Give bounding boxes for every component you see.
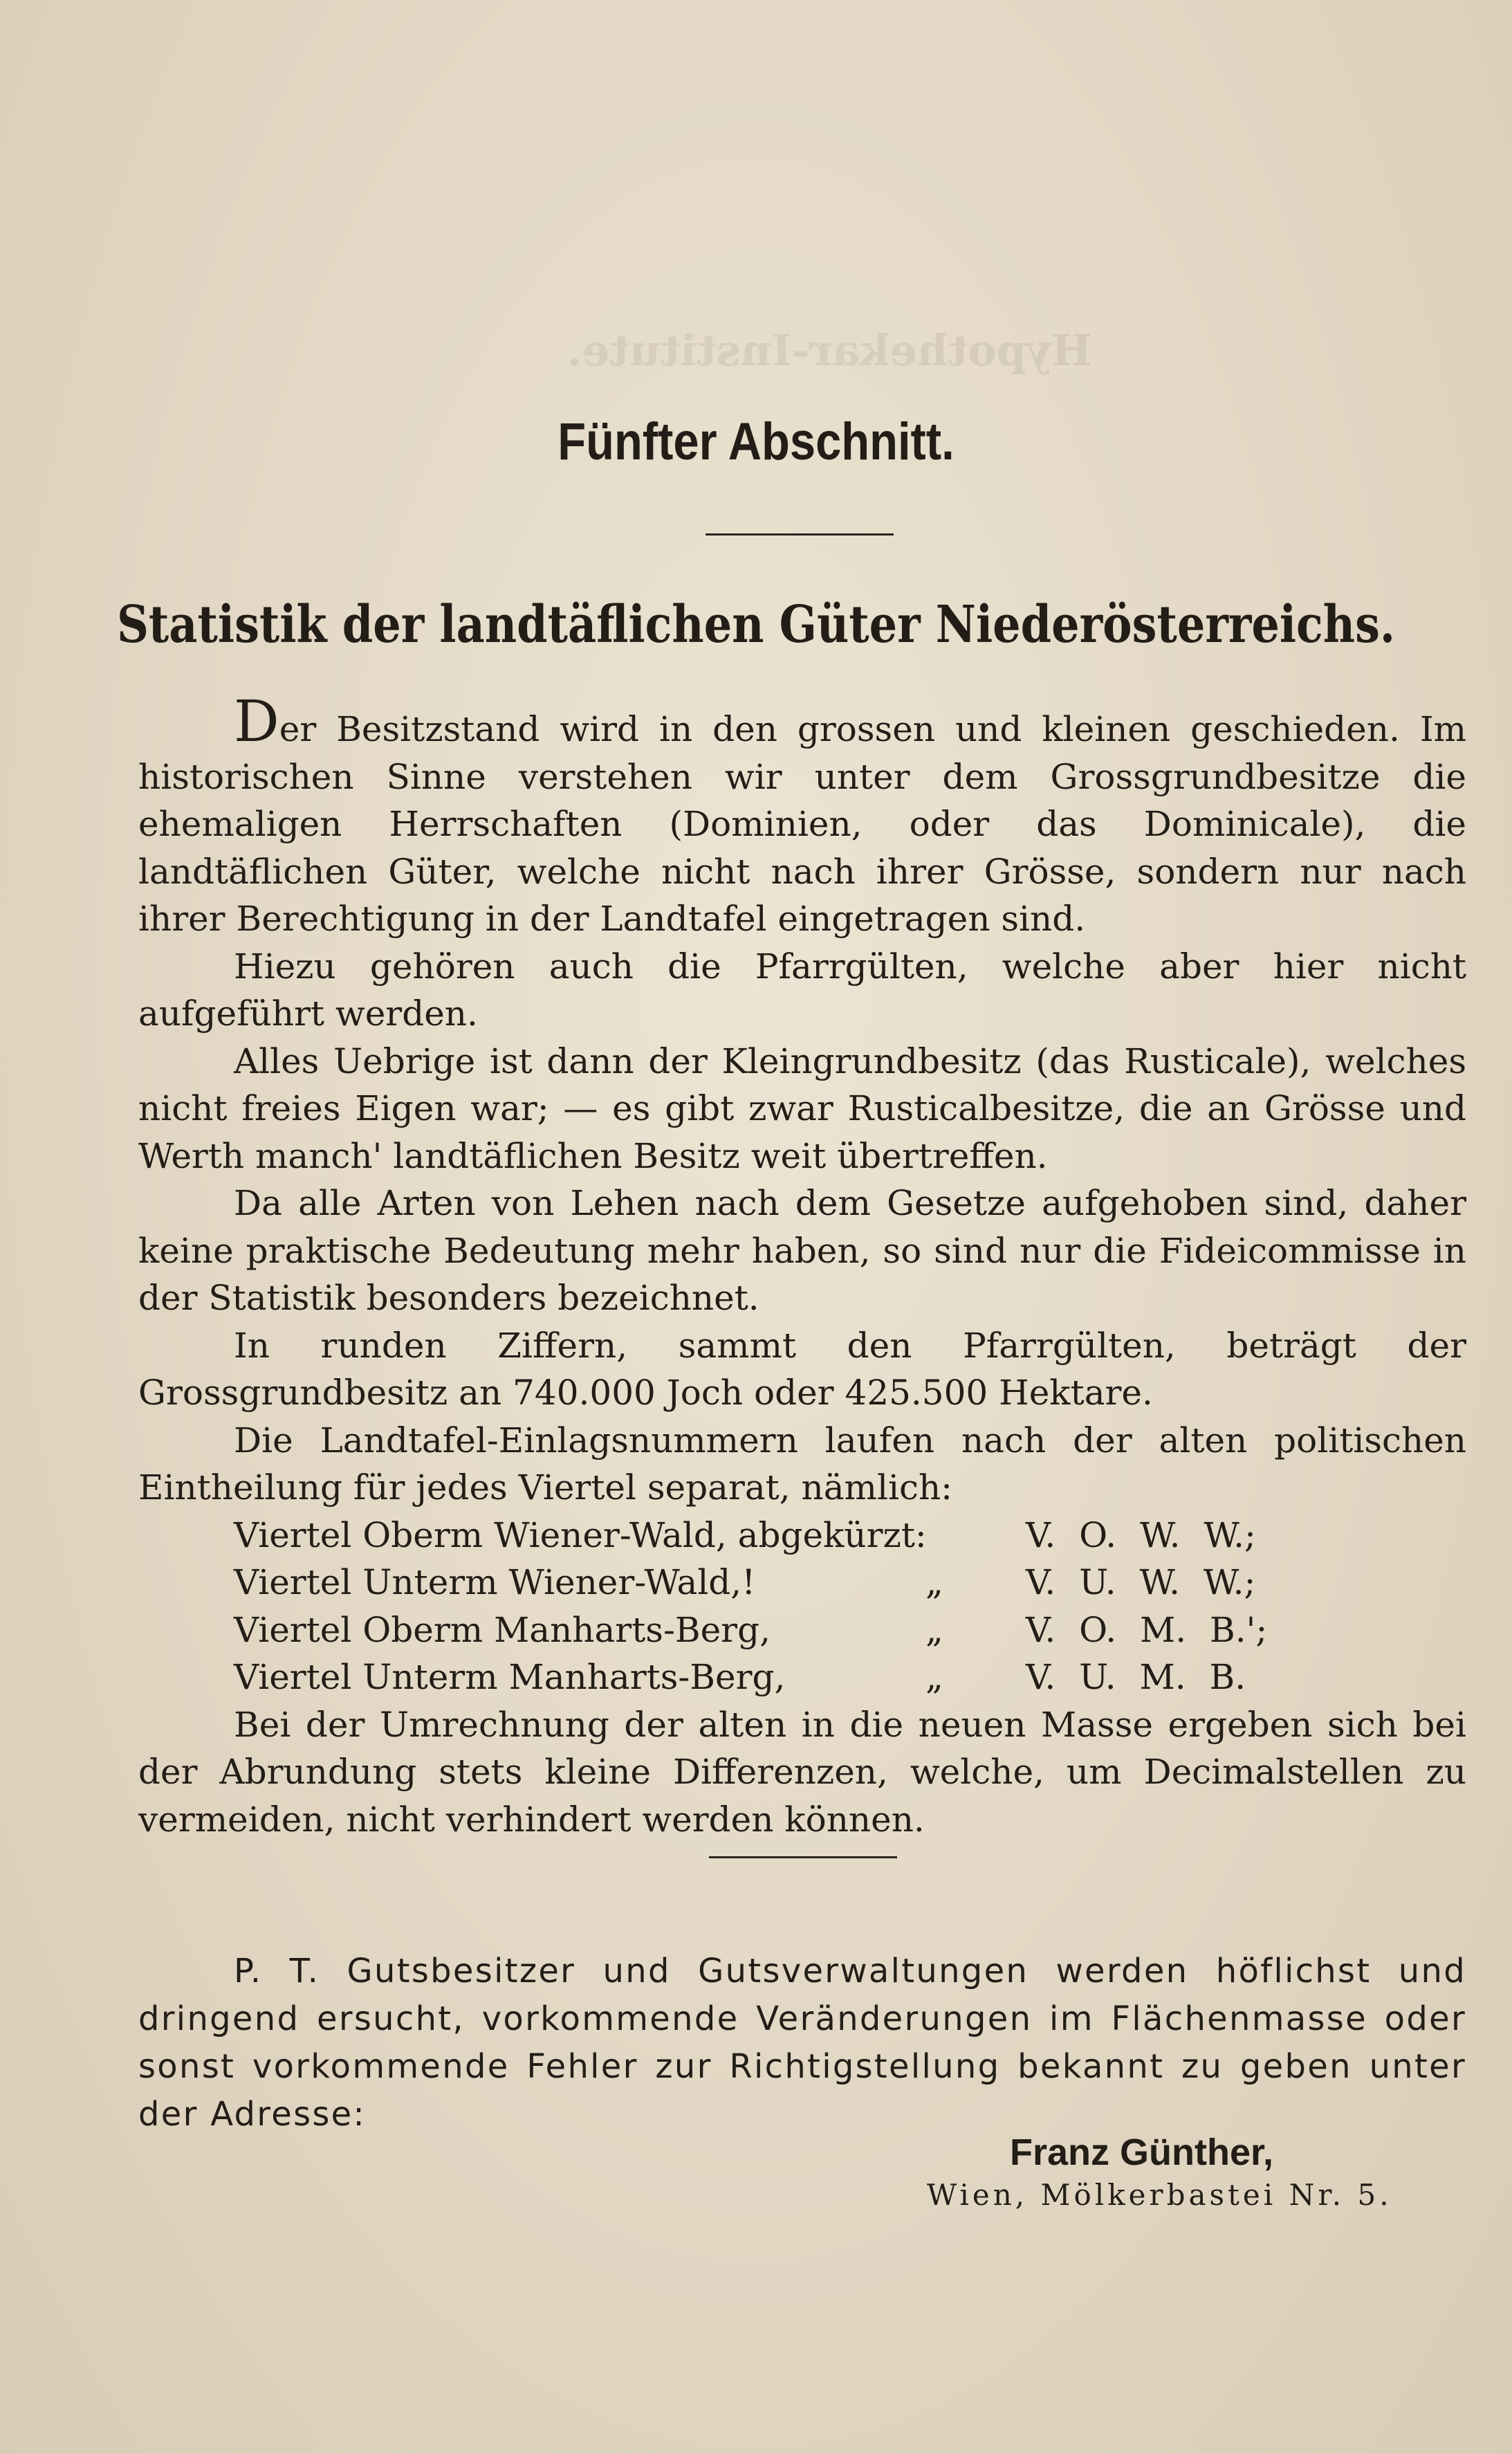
signer-address: Wien, Mölkerbastei Nr. 5. (927, 2178, 1392, 2212)
paragraph-3: Alles Uebrige ist dann der Kleingrundbesitz (das Rusticale), welches nicht freies Eigen war; — es gibt zwar Rusticalbesitze, die an Grösse und Werth manch' landtäflichen Besitz weit übertreffen. (138, 1041, 1466, 1176)
show-through-decoration: Hypothekar-Institute. (567, 325, 1092, 376)
quarter-name: Viertel Oberm Wiener-Wald, abgekürzt: (234, 1514, 927, 1555)
ditto-mark: „ (925, 1609, 943, 1650)
heading-divider (706, 533, 894, 535)
quarter-abbreviation: V. O. M. B.'; (1026, 1609, 1268, 1650)
page-title: Statistik der landtäflichen Güter Niederösterreichs. (116, 595, 1396, 654)
quarter-name: Viertel Oberm Manharts-Berg, (234, 1609, 771, 1650)
paragraph-1-text: er Besitzstand wird in den grossen und kleinen geschieden. Im historischen Sinne verstehen wir unter dem Grossgrundbesitze die ehemaligen Herrschaften (Dominien, oder das Dominicale), die landtäflichen Güter, welche nicht nach ihrer Grösse, sondern nur nach ihrer Berechtigung in der Landtafel eingetragen sind. (138, 709, 1466, 939)
section-divider (709, 1856, 897, 1858)
quarter-abbreviation: V. U. M. B. (1026, 1657, 1246, 1697)
quarter-abbreviation: V. U. W. W.; (1026, 1562, 1256, 1602)
quarter-abbreviation: V. O. W. W.; (1026, 1514, 1256, 1555)
paragraph-7: Bei der Umrechnung der alten in die neuen Masse ergeben sich bei der Abrundung stets kleine Differenzen, welche, um Decimalstellen zu vermeiden, nicht verhindert werden können. (138, 1704, 1466, 1840)
signer-name: Franz Günther, (1010, 2132, 1274, 2173)
drop-cap: D (234, 689, 279, 755)
section-heading: Fünfter Abschnitt. (557, 412, 955, 471)
paragraph-2: Hiezu gehören auch die Pfarrgülten, welche aber hier nicht aufgeführt werden. (138, 946, 1466, 1034)
quarter-name: Viertel Unterm Wiener-Wald,! (234, 1562, 756, 1602)
ditto-mark (925, 1512, 1026, 1559)
quarter-name: Viertel Unterm Manharts-Berg, (234, 1657, 786, 1697)
paragraph-1 (138, 689, 1466, 943)
paragraph-5: In runden Ziffern, sammt den Pfarrgülten, beträgt der Grossgrundbesitz an 740.000 Joch oder 425.500 Hektare. (138, 1325, 1466, 1413)
list-item (138, 1512, 1466, 1559)
paragraph-4: Da alle Arten von Lehen nach dem Gesetze aufgehoben sind, daher keine praktische Bedeutung mehr haben, so sind nur die Fideicommisse in der Statistik besonders bezeichnet. (138, 1183, 1466, 1318)
quarter-list (138, 1512, 1466, 1701)
ditto-mark: „ (925, 1562, 943, 1602)
notice-text: P. T. Gutsbesitzer und Gutsverwaltungen werden höflichst und dringend ersucht, vorkommende Veränderungen im Flächenmasse oder sonst vorkommende Fehler zur Richtigstellung bekannt zu geben unter der Adresse: (138, 1952, 1466, 2134)
list-item (138, 1559, 1466, 1606)
list-item (138, 1606, 1466, 1654)
notice-block (138, 1948, 1466, 2139)
body-text (138, 689, 1466, 1843)
ditto-mark: „ (925, 1657, 943, 1697)
list-item (138, 1654, 1466, 1701)
paragraph-6: Die Landtafel-Einlagsnummern laufen nach der alten politischen Eintheilung für jedes Viertel separat, nämlich: (138, 1420, 1466, 1508)
